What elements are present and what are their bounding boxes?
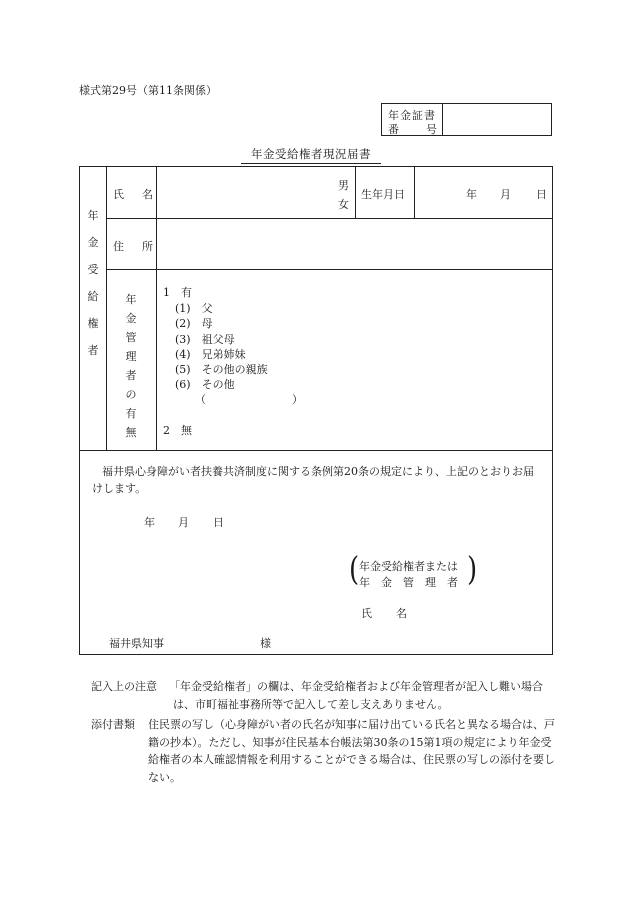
other-detail-field[interactable]: [212, 391, 292, 405]
option-other[interactable]: (6) その他: [175, 378, 235, 391]
submit-year-unit: 年: [144, 516, 155, 529]
note-label: 添付書類: [91, 718, 135, 731]
form-table: [79, 166, 553, 655]
cert-label-line1: 年金証書: [388, 109, 436, 122]
divider: [414, 167, 415, 218]
address-label-b: 所: [142, 240, 153, 253]
option-no[interactable]: 2 無: [163, 424, 192, 437]
manager-label-char: 金: [125, 312, 137, 325]
role-line2: 年 金 管 理 者: [359, 576, 458, 589]
address-label-a: 住: [113, 240, 124, 253]
signer-name-label-a: 氏: [361, 607, 372, 620]
side-label-char: 受: [87, 263, 99, 276]
side-label-char: 年: [87, 209, 99, 222]
note-text: 住民票の写し（心身障がい者の氏名が知事に届け出ている氏名と異なる場合は、戸籍の抄本）。ただし、知事が住民基本台帳法第30条の15第1項の規定により年金受給権者の本人確認情報を利用することができる場合は、住民票の写しの添付を要しない。: [148, 718, 555, 784]
document-title: 年金受給権者現況届書: [241, 146, 381, 164]
birthdate-label: 生年月日: [361, 188, 405, 201]
option-sibling[interactable]: (4) 兄弟姉妹: [175, 348, 246, 361]
signer-name-field[interactable]: [410, 601, 548, 621]
gender-male[interactable]: 男: [338, 179, 349, 192]
note-text: 「年金受給権者」の欄は、年金受給権者および年金管理者が記入し難い場合は、市町福祉事務所等で記入して差し支えありません。: [169, 680, 543, 711]
option-yes[interactable]: 1 有: [163, 286, 192, 299]
honorific: 様: [260, 637, 271, 650]
signer-name-label-b: 名: [396, 607, 407, 620]
option-father[interactable]: (1) 父: [175, 302, 213, 315]
cert-label-line2-a: 番: [388, 123, 399, 136]
role-line1: 年金受給権者または: [359, 560, 458, 573]
side-label-char: 権: [87, 317, 99, 330]
address-field[interactable]: [157, 219, 553, 269]
manager-label-char: 者: [125, 369, 137, 382]
submit-day-unit: 日: [213, 516, 224, 529]
divider: [106, 269, 553, 270]
option-other-relative[interactable]: (5) その他の親族: [175, 363, 268, 376]
name-field[interactable]: [157, 167, 337, 218]
birth-year-unit: 年: [466, 188, 477, 201]
form-number-label: 様式第29号（第11条関係）: [79, 84, 217, 97]
brace-left: (: [349, 551, 360, 589]
birth-month-unit: 月: [500, 188, 511, 201]
manager-label-char: 有: [125, 407, 137, 420]
option-mother[interactable]: (2) 母: [175, 317, 213, 330]
side-label-char: 金: [87, 236, 99, 249]
brace-right: ): [467, 551, 478, 589]
cert-label-line2-b: 号: [426, 123, 437, 136]
side-label-char: 給: [87, 290, 99, 303]
note-entry-instructions: [91, 678, 556, 713]
notes-section: [91, 678, 556, 786]
side-label-char: 者: [87, 344, 99, 357]
addressee: 福井県知事: [109, 637, 164, 650]
certificate-number-field[interactable]: [443, 104, 551, 135]
divider: [80, 450, 553, 451]
manager-label-char: 理: [125, 350, 137, 363]
divider: [355, 167, 356, 218]
note-attachments: [91, 716, 556, 786]
pension-recipient-side-label: [80, 207, 106, 358]
manager-label-char: 管: [125, 331, 137, 344]
declaration-text: 福井県心身障がい者扶養共済制度に関する条例第20条の規定により、上記のとおりお届けします。: [92, 465, 534, 495]
name-label-a: 氏: [113, 188, 124, 201]
pension-certificate-number-box: [381, 103, 552, 136]
note-label: 記入上の注意: [91, 680, 157, 693]
other-paren-close: ）: [292, 393, 303, 406]
submit-month-unit: 月: [178, 516, 189, 529]
manager-label-char: の: [125, 388, 137, 401]
manager-label-char: 年: [125, 293, 137, 306]
manager-label-char: 無: [125, 426, 137, 439]
option-grandparent[interactable]: (3) 祖父母: [175, 333, 235, 346]
birth-day-unit: 日: [536, 188, 547, 201]
certificate-number-label: [382, 104, 443, 135]
name-label-b: 名: [142, 188, 153, 201]
other-paren-open: （: [195, 393, 206, 406]
pension-manager-presence-label: [106, 291, 156, 440]
gender-female[interactable]: 女: [338, 198, 349, 211]
